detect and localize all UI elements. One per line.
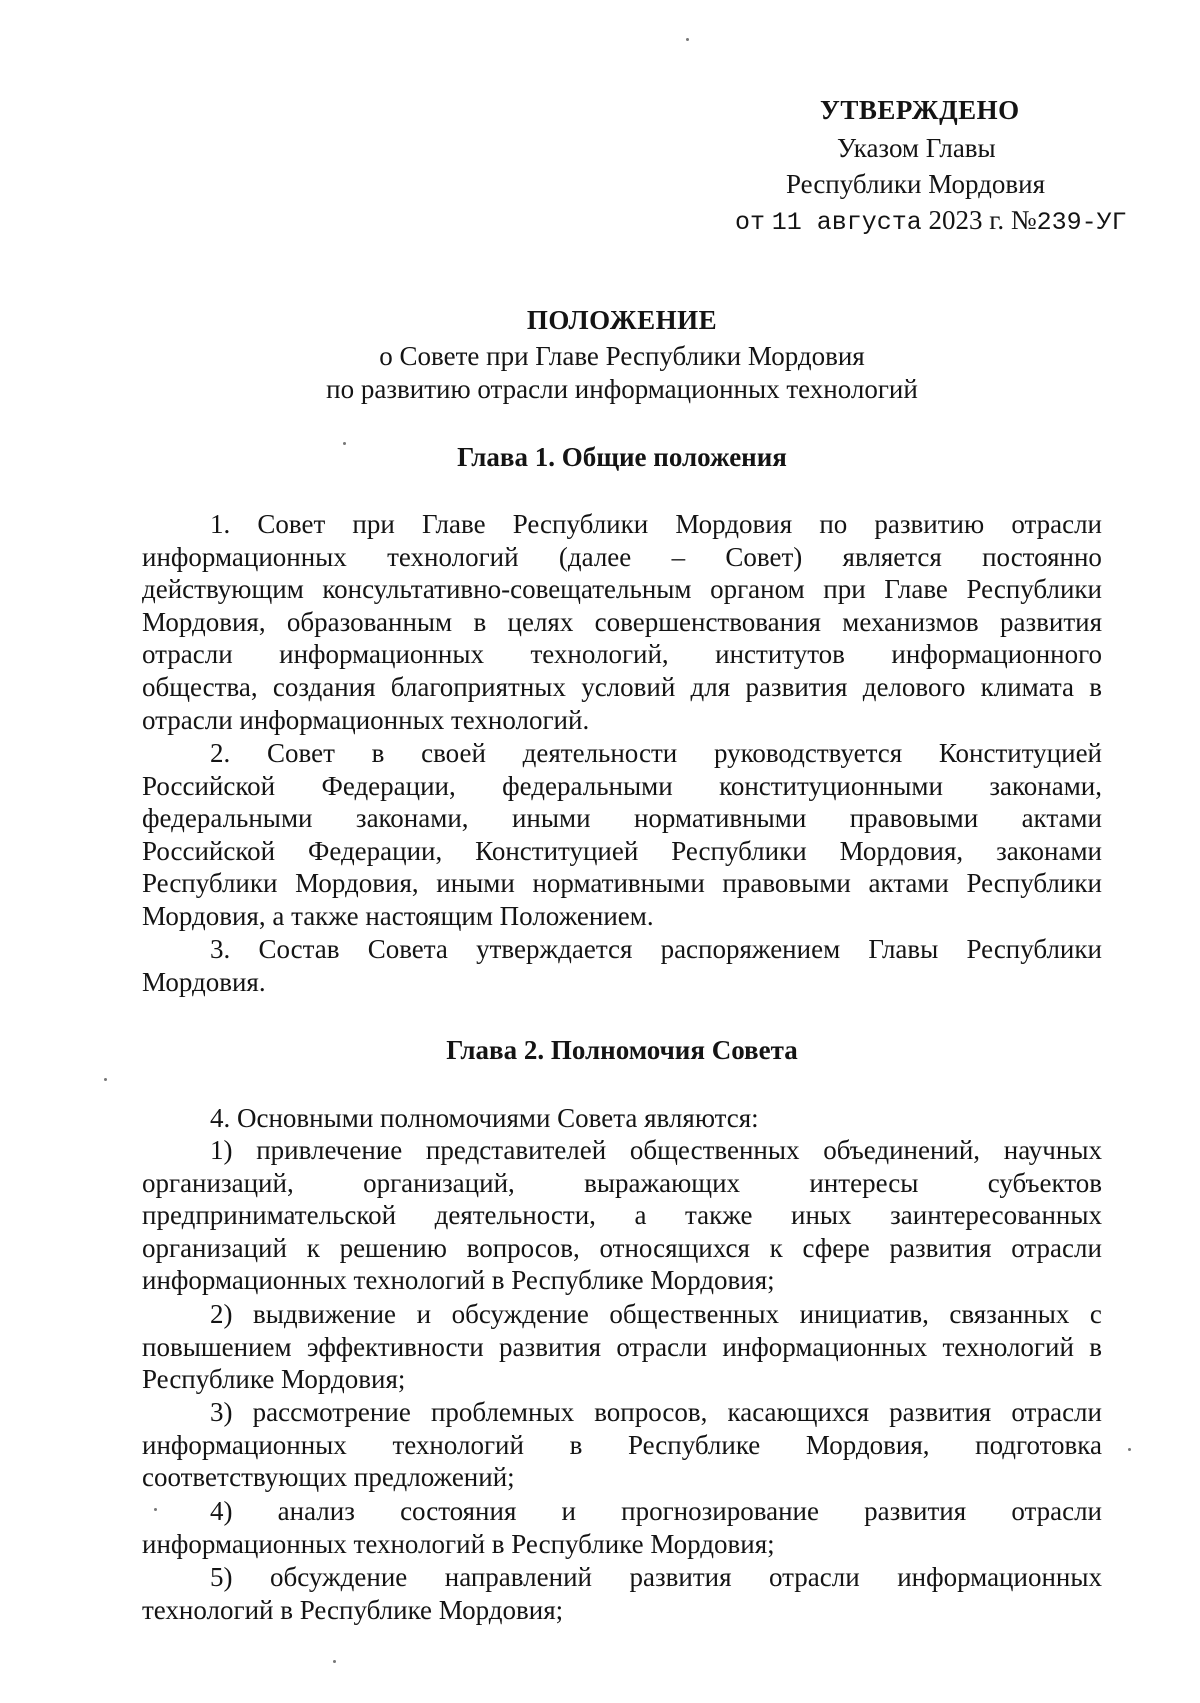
text-line: организаций, организаций, выражающих интересы субъектов xyxy=(142,1167,1102,1198)
approval-title: УТВЕРЖДЕНО xyxy=(820,95,1020,125)
text-line: действующим консультативно-совещательным органом при Главе Республики xyxy=(142,574,1102,605)
list-item-1 xyxy=(142,1134,1102,1297)
text-line: 1) привлечение представителей общественных объединений, научных xyxy=(210,1135,1102,1165)
text-line: 4. Основными полномочиями Совета являются: xyxy=(210,1103,759,1133)
document-title: ПОЛОЖЕНИЕ xyxy=(526,305,718,335)
text-line: повышением эффективности развития отрасли информационных технологий в xyxy=(142,1331,1102,1362)
text-line: информационных технологий (далее – Совет) является постоянно xyxy=(142,541,1102,572)
text-line: Мордовия. xyxy=(142,966,266,997)
approval-date-day-month: 11 августа xyxy=(771,208,922,237)
scan-speck xyxy=(343,442,346,445)
text-line: отрасли информационных технологий, институтов информационного xyxy=(142,639,1102,670)
paragraph-1 xyxy=(142,508,1102,736)
text-line: Республики Мордовия, иными нормативными правовыми актами Республики xyxy=(142,868,1102,899)
text-line: информационных технологий в Республике Мордовия; xyxy=(142,1265,775,1296)
document-subtitle-1: о Совете при Главе Республики Мордовия xyxy=(379,341,865,371)
approval-date-line xyxy=(735,202,1127,241)
text-line: 3. Состав Совета утверждается распоряжением Главы Республики xyxy=(210,934,1102,964)
text-line: информационных технологий в Республике Мордовия, подготовка xyxy=(142,1429,1102,1460)
list-item-5 xyxy=(142,1561,1102,1626)
text-line: отрасли информационных технологий. xyxy=(142,704,590,735)
list-item-4 xyxy=(142,1495,1102,1560)
paragraph-3 xyxy=(142,933,1102,998)
text-line: Российской Федерации, Конституцией Республики Мордовия, законами xyxy=(142,835,1102,866)
approval-date-year: 2023 г. № xyxy=(928,205,1037,235)
scan-speck xyxy=(104,1078,107,1081)
scan-speck xyxy=(333,1660,336,1663)
document-subtitle-2: по развитию отрасли информационных технологий xyxy=(326,374,918,404)
list-item-2 xyxy=(142,1298,1102,1396)
text-line: 2. Совет в своей деятельности руководствуется Конституцией xyxy=(210,738,1102,768)
text-line: информационных технологий в Республике Мордовия; xyxy=(142,1528,775,1559)
text-line: 1. Совет при Главе Республики Мордовия по развитию отрасли xyxy=(210,509,1102,539)
approval-republic-line: Республики Мордовия xyxy=(786,169,1046,199)
text-line: предпринимательской деятельности, а также иных заинтересованных xyxy=(142,1200,1102,1231)
text-line: 2) выдвижение и обсуждение общественных инициатив, связанных с xyxy=(210,1299,1102,1329)
text-line: федеральными законами, иными нормативными правовыми актами xyxy=(142,803,1102,834)
text-line: технологий в Республике Мордовия; xyxy=(142,1594,564,1625)
text-line: Мордовия, а также настоящим Положением. xyxy=(142,900,654,931)
approval-decree-number: 239-УГ xyxy=(1036,208,1127,237)
paragraph-2 xyxy=(142,737,1102,933)
chapter-2-heading: Глава 2. Полномочия Совета xyxy=(446,1035,798,1065)
approval-decree-line: Указом Главы xyxy=(837,133,996,163)
list-item-3 xyxy=(142,1396,1102,1494)
text-line: 4) анализ состояния и прогнозирование развития отрасли xyxy=(210,1496,1102,1526)
text-line: соответствующих предложений; xyxy=(142,1462,515,1493)
scan-speck xyxy=(1128,1448,1131,1451)
paragraph-4 xyxy=(142,1102,1102,1135)
approval-date-prefix: от xyxy=(735,208,766,237)
text-line: Республике Мордовия; xyxy=(142,1364,406,1395)
scan-speck xyxy=(154,1508,157,1511)
text-line: 5) обсуждение направлений развития отрасли информационных xyxy=(210,1562,1102,1592)
text-line: организаций к решению вопросов, относящихся к сфере развития отрасли xyxy=(142,1232,1102,1263)
scan-speck xyxy=(686,38,689,41)
text-line: общества, создания благоприятных условий для развития делового климата в xyxy=(142,671,1102,702)
chapter-1-heading: Глава 1. Общие положения xyxy=(457,442,787,472)
text-line: 3) рассмотрение проблемных вопросов, касающихся развития отрасли xyxy=(210,1397,1102,1427)
text-line: Российской Федерации, федеральными конституционными законами, xyxy=(142,770,1102,801)
text-line: Мордовия, образованным в целях совершенствования механизмов развития xyxy=(142,606,1102,637)
